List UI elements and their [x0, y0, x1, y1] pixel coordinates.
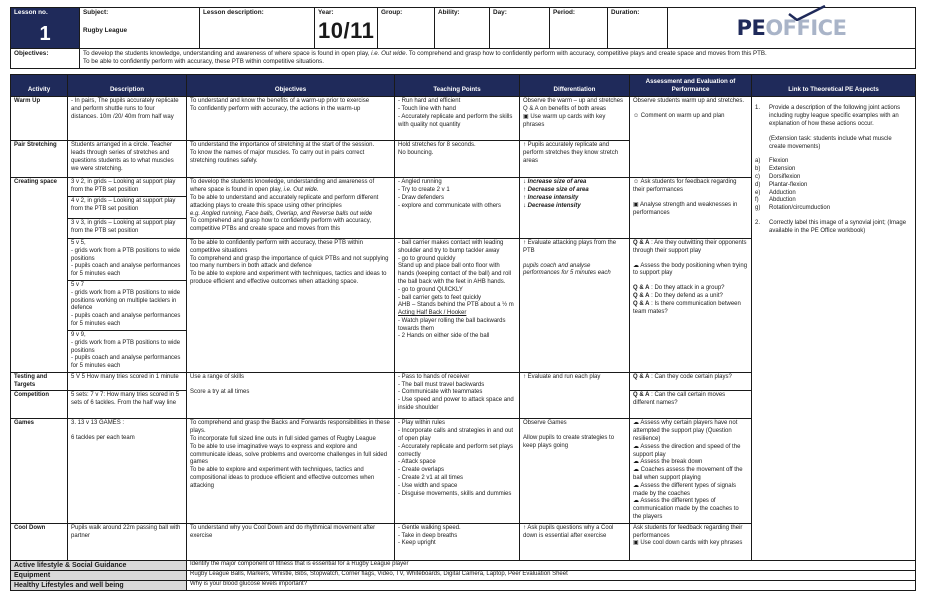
assessment-cell: Q & A : Are they outwitting their opponents through their support play ☁ Assess the body positioning when trying to support play Q & A : Do they attack in a group? Q & A : Do they defend as a unit? Q & A : Is there communication between team mates?: [630, 238, 752, 372]
differentiation-cell: ↑ Ask pupils questions why a Cool down is essential after exercise: [520, 523, 630, 560]
period-label: Period:: [553, 9, 576, 16]
description-cell: 3 v 3, in grids – Looking at support play from the PTB set position: [68, 218, 187, 238]
activity-creating-space: Creating space: [11, 178, 68, 373]
description-cell: - In pairs, The pupils accurately replicate and perform shuttle runs to four distances. 10m /20/ 40m from half way: [68, 97, 187, 141]
column-header-theory: Link to Theoretical PE Aspects: [752, 75, 916, 97]
description-cell: 5 sets: 7 v 7: How many tries scored in 5 sets of 6 tackles. From the half way line: [68, 391, 187, 419]
objectives-cell: To develop the students knowledge, understanding and awareness of where space is found in open play, i.e. Out wide. To be able to understand and accurately replicate and perform different attacking plays to create this space using other principles e.g. Angled running, Face balls, Overlap, and Reverse balls out wide To comprehend and grasp how to confidently perform with accuracy, competitive PTBs and create space and moves from this: [187, 178, 395, 239]
differentiation-cell: ↓ Increase size of area ↑ Decrease size of area ↑ Increase intensity ↓ Decrease intensity: [520, 178, 630, 239]
subject-label: Subject:: [83, 9, 109, 16]
description-cell: Pupils walk around 22m passing ball with partner: [68, 523, 187, 560]
teaching-points-cell: - Gentle walking speed. - Take in deep breaths - Keep upright: [395, 523, 520, 560]
objectives-line-1: To develop the students knowledge, understanding and awareness of where space is found in open play, i.e. Out wide. To comprehend and grasp how to confidently perform with accuracy, competitive plays and create space and moves from this PTB.: [83, 50, 767, 58]
description-cell: 9 v 9, - grids work from a PTB positions to wide positions - pupils coach and analyse performances for 5 minutes each: [68, 330, 187, 372]
differentiation-cell: Observe the warm – up and stretches Q & A on benefits of both areas ▣ Use warm up cards with key phrases: [520, 97, 630, 141]
list-item: g) Rotation/circumduction: [755, 205, 831, 212]
teaching-points-cell: Hold stretches for 8 seconds. No bouncing.: [395, 141, 520, 178]
lesson-description-cell[interactable]: [200, 8, 315, 49]
objectives-label: Objectives:: [14, 50, 49, 58]
assessment-cell: Observe students warm up and stretches. ☺ Comment on warm up and plan: [630, 97, 752, 178]
description-cell: 4 v 2, in grids – Looking at support play from the PTB set position: [68, 196, 187, 218]
objectives-line-2: To be able to confidently perform with accuracy, these PTB within competitive situations.: [83, 58, 324, 66]
healthy-lifestyles-label: Healthy Lifestyles and well being: [11, 581, 187, 591]
column-header-differentiation: Differentiation: [520, 75, 630, 97]
equipment-label: Equipment: [11, 570, 187, 580]
lesson-plan-page: [10, 7, 916, 591]
objectives-cell: To be able to confidently perform with accuracy, these PTB within competitive situations To comprehend and grasp the importance of quick PTBs and not supplying too many numbers in both attack and defence To be able to explore and experiment with techniques, tactics and ideas to produce efficient and effective outcomes when attacking space.: [187, 238, 395, 372]
activity-games: Games: [11, 419, 68, 523]
objectives-text-cell: [80, 49, 916, 69]
healthy-lifestyles-value: Why is your blood glucose levels important?: [187, 581, 916, 591]
list-item: c) Dorsiflexion: [755, 173, 801, 180]
pe-office-logo: [737, 15, 847, 42]
footer-row-active-lifestyle: [11, 560, 916, 570]
objectives-cell: To understand and know the benefits of a warm-up prior to exercise To confidently perform with accuracy, the actions in the warm-up: [187, 97, 395, 141]
lesson-description-label: Lesson description:: [203, 9, 264, 16]
day-cell[interactable]: [490, 8, 550, 49]
list-item: e) Adduction: [755, 189, 796, 196]
theory-item-1: 1. Provide a description of the following joint actions including rugby league specific examples with an explanation of how these actions occur.: [755, 105, 901, 127]
lesson-plan-table: [10, 74, 916, 561]
logo-text-office: OFFICE: [765, 15, 847, 40]
joint-actions-list: [755, 158, 909, 213]
description-cell: 5 v 5, - grids work from a PTB positions to wide positions - pupils coach and analyse performances for 5 minutes each: [68, 238, 187, 280]
description-cell: 3. 13 v 13 GAMES : 6 tackles per each team: [68, 419, 187, 523]
assessment-cell: ☺ Ask students for feedback regarding their performances ▣ Analyse strength and weaknesses in performances: [630, 178, 752, 239]
activity-warm-up: Warm Up: [11, 97, 68, 141]
column-header-objectives: Objectives: [187, 75, 395, 97]
table-row-warm-up: [11, 97, 916, 141]
list-item: d) Plantar-flexion: [755, 181, 808, 188]
teaching-subheading: Acting Half Back / Hooker: [398, 310, 467, 317]
differentiation-cell: Observe Games Allow pupils to create strategies to keep plays going: [520, 419, 630, 523]
equipment-value: Rugby League Balls, Markers, Whistle, Bibs, Stopwatch, Corner flags, Video, TV, Whiteboards, Digital Camera, Laptop, Peer Evaluation Sheet: [187, 570, 916, 580]
objectives-label-cell: [11, 49, 80, 69]
period-cell[interactable]: [550, 8, 608, 49]
column-header-description: Description: [68, 75, 187, 97]
footer-row-equipment: [11, 570, 916, 580]
column-header-assessment: Assessment and Evaluation of Performance: [630, 75, 752, 97]
lesson-footer-table: [10, 560, 916, 591]
group-label: Group:: [381, 9, 403, 16]
description-cell: 5 v 7 - grids work from a PTB positions to wide positions working on multiple tacklers in defence - pupils coach and analyse performances for 5 minutes each: [68, 280, 187, 330]
day-label: Day:: [493, 9, 507, 16]
assessment-cell: Q & A : Can the call certain moves different names?: [630, 391, 752, 419]
lesson-number: 1: [39, 23, 51, 46]
assessment-cell: Ask students for feedback regarding their performances ▣ Use cool down cards with key phrases: [630, 523, 752, 560]
active-lifestyle-label: Active lifestyle & Social Guidance: [11, 560, 187, 570]
column-header-activity: Activity: [11, 75, 68, 97]
year-cell: [315, 8, 378, 49]
logo-cell: [668, 8, 916, 49]
description-cell: 5 V 5 How many tries scored in 1 minute: [68, 372, 187, 391]
activity-testing-targets: Testing and Targets: [11, 372, 68, 391]
assessment-cell: Q & A : Can they code certain plays?: [630, 372, 752, 391]
ability-label: Ability:: [438, 9, 460, 16]
year-value[interactable]: 10/11: [318, 18, 375, 44]
list-item: a) Flexion: [755, 158, 789, 165]
differentiation-cell: ↑ Pupils accurately replicate and perform stretches they know stretch areas: [520, 141, 630, 178]
description-cell: 3 v 2, in grids – Looking at support play from the PTB set position: [68, 178, 187, 197]
active-lifestyle-value: Identify the major component of fitness that is essential for a Rugby League player: [187, 560, 916, 570]
assessment-cell: ☁ Assess why certain players have not attempted the support play (Question resilience) ☁ Assess the direction and speed of the support play ☁ Assess the break down ☁ Coaches assess the movement off the ball when support playing ☁ Assess the different types of signals made by the coaches ☁ Assess the different types of communication made by the coaches to the players: [630, 419, 752, 523]
teaching-points-cell: - Run hard and efficient - Touch line with hand - Accurately replicate and perform the skills with quality not quantity: [395, 97, 520, 141]
list-item: b) Extension: [755, 166, 796, 173]
objectives-cell: Use a range of skills Score a try at all times: [187, 372, 395, 419]
activity-competition: Competition: [11, 391, 68, 419]
table-header-row: [11, 75, 916, 97]
differentiation-cell: ↑ Evaluate attacking plays from the PTB pupils coach and analyse performances for 5 minutes each: [520, 238, 630, 372]
theory-cell: [752, 97, 916, 561]
list-item: f) Abduction: [755, 197, 796, 204]
checkmark-icon: [787, 5, 827, 21]
duration-label: Duration:: [611, 9, 640, 16]
column-header-teaching-points: Teaching Points: [395, 75, 520, 97]
teaching-points-cell: - Pass to hands of receiver - The ball must travel backwards - Communicate with teammates - Use speed and power to attack space and inside shoulder: [395, 372, 520, 419]
lesson-number-label: Lesson no.: [14, 9, 48, 16]
footer-row-healthy-lifestyles: [11, 581, 916, 591]
theory-extension-task: (Extension task: students include what muscle create movements): [769, 135, 892, 150]
lesson-header-table: [10, 7, 916, 69]
subject-cell: [80, 8, 200, 49]
teaching-points-cell: - Play within rules - Incorporate calls and strategies in and out of open play - Accurately replicate and perform set plays correctly - Attack space - Create overlaps - Create 2 v1 at all times - Use width and space - Disguise movements, skills and dummies: [395, 419, 520, 523]
group-cell[interactable]: [378, 8, 435, 49]
lesson-number-cell: [11, 8, 80, 49]
objectives-cell: To comprehend and grasp the Backs and Forwards responsibilities in these plays. To incorporate full sized line outs in full sided games of Rugby League To be able to use imaginative ways to express and explore and communicate ideas, solve problems and overcome challenges in full sided games To be able to explore and experiment with techniques, tactics and compositional ideas to produce efficient and effective outcomes when attacking: [187, 419, 395, 523]
activity-cool-down: Cool Down: [11, 523, 68, 560]
differentiation-cell: ↑ Evaluate and run each play: [520, 372, 630, 419]
objectives-cell: To understand why you Cool Down and do rhythmical movement after exercise: [187, 523, 395, 560]
subject-value[interactable]: Rugby League: [83, 27, 128, 35]
teaching-points-cell: - ball carrier makes contact with leading shoulder and try to bump tackler away - go to ground quickly Stand up and place ball onto floor with hands (keeping contact of the ball) and roll the ball back with the feet in AHB hands. - go to ground QUICKLY - ball carrier gets to feet quickly AHB – Stands behind the PTB about a ½ m Acting Half Back / Hooker - Watch player rolling the ball backwards towards them - 2 Hands on either side of the ball: [395, 238, 520, 372]
duration-cell[interactable]: [608, 8, 668, 49]
logo-text-pe: PE: [736, 15, 766, 40]
description-cell: Students arranged in a circle. Teacher leads through series of stretches and questions students as to what muscles we were stretching.: [68, 141, 187, 178]
year-label: Year:: [318, 9, 334, 16]
teaching-points-cell: - Angled running - Try to create 2 v 1 - Draw defenders - explore and communicate with others: [395, 178, 520, 239]
objectives-cell: To understand the importance of stretching at the start of the session. To know the names of major muscles. To carry out in pairs correct stretching routines safely.: [187, 141, 395, 178]
theory-item-2: 2. Correctly label this image of a synovial joint; (Image available in the PE Office workbook): [755, 219, 907, 234]
activity-pair-stretching: Pair Stretching: [11, 141, 68, 178]
ability-cell[interactable]: [435, 8, 490, 49]
